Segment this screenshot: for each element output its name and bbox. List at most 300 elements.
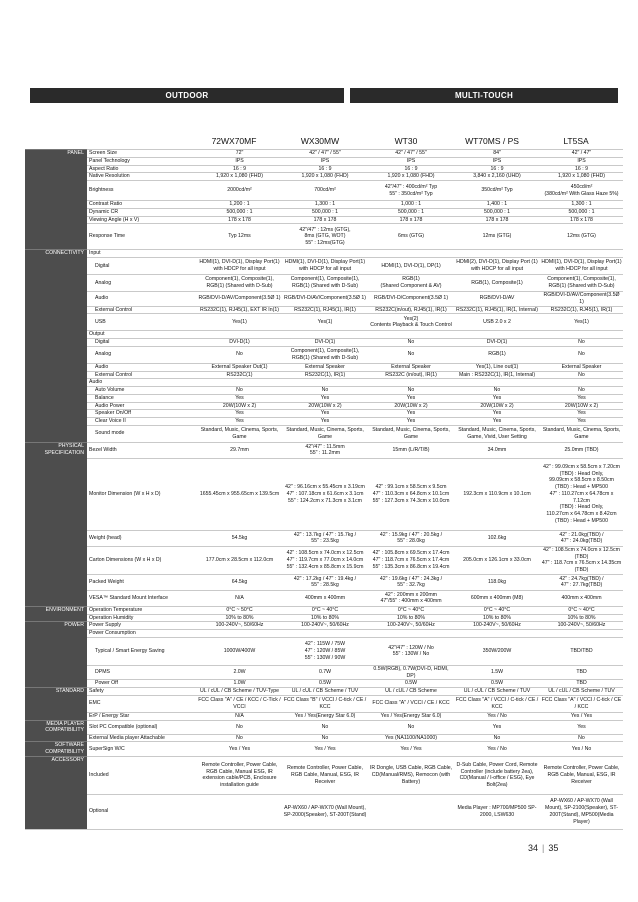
spec-value: 1,920 x 1,080 (FHD) <box>282 173 368 181</box>
spec-value: 42" / 47" / 55" <box>368 150 454 158</box>
spec-value: 0°C ~ 40°C <box>368 606 454 614</box>
spec-row <box>25 637 623 665</box>
spec-value: No <box>197 346 282 363</box>
spec-value: No <box>540 734 623 742</box>
spec-value: 42" : 99.1cm x 58.5cm x 9.5cm 47" : 110.3cm x 64.8cm x 10.1cm 55" : 127.3cm x 74.3cm x 10.0cm <box>368 458 454 530</box>
spec-row <box>25 379 623 387</box>
spec-category <box>25 630 87 638</box>
spec-value: Yes <box>282 394 368 402</box>
spec-feature: Operation Humidity <box>87 614 197 622</box>
spec-value: 10% to 80% <box>540 614 623 622</box>
spec-feature: Analog <box>87 275 197 292</box>
outdoor-section-header: OUTDOOR <box>30 88 344 103</box>
spec-value: 42" : 21.0kg(TBD) / 47" : 24.0kg(TBD) <box>540 530 623 546</box>
spec-row <box>25 216 623 224</box>
spec-feature: Safety <box>87 688 197 696</box>
spec-value: Yes <box>368 418 454 426</box>
spec-row <box>25 410 623 418</box>
spec-value: No <box>197 720 282 734</box>
spec-category <box>25 173 87 181</box>
spec-value: 42" : 96.16cm x 55.45cm x 3.19cm 47" : 107.18cm x 61.6cm x 3.1cm 55" : 124.2cm x 71.3cm x 3.1cm <box>282 458 368 530</box>
spec-row <box>25 418 623 426</box>
spec-value: Yes <box>540 394 623 402</box>
spec-value: 42" / 47" / 55" <box>282 150 368 158</box>
spec-value: 0°C ~ 50°C <box>197 606 282 614</box>
spec-value: No <box>368 346 454 363</box>
spec-value <box>454 331 540 339</box>
spec-value: No <box>540 371 623 379</box>
spec-value: No <box>282 734 368 742</box>
spec-row <box>25 720 623 734</box>
spec-value: Yes(2) Contents Playback & Touch Control <box>368 314 454 331</box>
model-name: LT5SA <box>563 136 589 146</box>
spec-row <box>25 224 623 250</box>
spec-value: Yes <box>282 418 368 426</box>
spec-category <box>25 224 87 250</box>
spec-value: 1655.45cm x 955.65cm x 139.5cm <box>197 458 282 530</box>
spec-value: 42" : 108.5cm x 74.0cm x 12.5cm 47" : 119.7cm x 77.0cm x 14.0cm 55" : 132.4cm x 85.8cm x 15.9cm <box>282 546 368 574</box>
spec-value: RGB/DVI-D/AV/Component(3.5Ø 1) <box>540 292 623 307</box>
spec-row <box>25 742 623 757</box>
spec-value: RS232C(1) <box>197 371 282 379</box>
spec-value: 10% to 80% <box>368 614 454 622</box>
spec-category <box>25 165 87 173</box>
model-name: WX30MW <box>300 136 340 146</box>
spec-value: 3,840 x 2,160 (UHD) <box>454 173 540 181</box>
spec-feature: Viewing Angle (H x V) <box>87 216 197 224</box>
spec-value: 1,300 : 1 <box>282 201 368 209</box>
spec-feature: Digital <box>87 258 197 275</box>
spec-category <box>25 292 87 307</box>
page-numbers <box>528 843 558 853</box>
spec-value: Yes(1), Line out(1) <box>454 363 540 371</box>
spec-value: Yes <box>454 418 540 426</box>
spec-value: UL / cUL / CB Scheme <box>368 688 454 696</box>
spec-row <box>25 614 623 622</box>
spec-value: 1.0W <box>197 680 282 688</box>
spec-value: 34.0mm <box>454 442 540 458</box>
spec-category <box>25 402 87 410</box>
spec-feature: Typical / Smart Energy Saving <box>87 637 197 665</box>
spec-value: 178 x 178 <box>368 216 454 224</box>
spec-feature: Packed Weight <box>87 574 197 590</box>
spec-value: 2.0W <box>197 665 282 680</box>
spec-value: 205.0cm x 126.1cm x 33.0cm <box>454 546 540 574</box>
spec-value: No <box>282 387 368 395</box>
spec-category <box>25 181 87 201</box>
spec-value: HDMI(2), DVI-D(1), Display Port (1) with HDCP for all input <box>454 258 540 275</box>
spec-value: 29.7mm <box>197 442 282 458</box>
spec-value: RGB/DVI-D/AV/Component(3.5Ø 1) <box>197 292 282 307</box>
spec-value: Yes / No <box>454 712 540 720</box>
spec-feature: Power Consumption <box>87 630 197 638</box>
spec-value: RGB/DVI-D/AV <box>454 292 540 307</box>
spec-feature: Weight (head) <box>87 530 197 546</box>
spec-row <box>25 181 623 201</box>
spec-value: 178 x 178 <box>454 216 540 224</box>
spec-category: STANDARD <box>25 688 87 696</box>
spec-feature: Response Time <box>87 224 197 250</box>
spec-category <box>25 546 87 574</box>
spec-value: Typ 12ms <box>197 224 282 250</box>
spec-row <box>25 387 623 395</box>
spec-value: 700cd/m² <box>282 181 368 201</box>
spec-value: No <box>282 720 368 734</box>
spec-value: FCC Class "A" / CE / KCC / C-Tick / VCCI <box>197 695 282 712</box>
spec-feature: Input <box>87 250 197 258</box>
page-separator: | <box>542 843 545 853</box>
spec-value: 400mm x 400mm <box>540 590 623 606</box>
spec-value: TBD <box>540 665 623 680</box>
spec-category <box>25 331 87 339</box>
spec-row <box>25 622 623 630</box>
spec-value: 100-240V~, 50/60Hz <box>454 622 540 630</box>
spec-value: USB 2.0 x 2 <box>454 314 540 331</box>
spec-row <box>25 306 623 314</box>
multitouch-section-header: MULTI-TOUCH <box>350 88 618 103</box>
spec-feature: Analog <box>87 346 197 363</box>
spec-value <box>282 630 368 638</box>
spec-category: CONNECTIVITY <box>25 250 87 258</box>
spec-feature: Power Supply <box>87 622 197 630</box>
spec-value: N/A <box>197 712 282 720</box>
spec-value <box>368 794 454 829</box>
spec-value: External Speaker <box>282 363 368 371</box>
spec-row <box>25 402 623 410</box>
spec-value: AP-WX60 / AP-WX70 (Wall Mount), SP-2100(Speaker), ST-200T(Stand), MP500(Media Player) <box>540 794 623 829</box>
spec-value: TBD/TBD <box>540 637 623 665</box>
spec-category <box>25 425 87 442</box>
spec-value: Yes (NA1100/NA1000) <box>368 734 454 742</box>
spec-value: UL / cUL / CB Scheme / TUV <box>540 688 623 696</box>
spec-feature: External Control <box>87 306 197 314</box>
spec-row <box>25 680 623 688</box>
spec-value: 1,920 x 1,080 (FHD) <box>197 173 282 181</box>
spec-value <box>454 379 540 387</box>
spec-value: 15mm (L/R/T/B) <box>368 442 454 458</box>
spec-value: 1,200 : 1 <box>197 201 282 209</box>
spec-row <box>25 292 623 307</box>
spec-category <box>25 410 87 418</box>
spec-value: No <box>454 734 540 742</box>
spec-row <box>25 208 623 216</box>
spec-value: TBD <box>540 680 623 688</box>
spec-row <box>25 574 623 590</box>
spec-value: 42"/47" : 120W / No 55" : 130W / No <box>368 637 454 665</box>
spec-value: 1000W/400W <box>197 637 282 665</box>
spec-value: FCC Class "A" / VCCI / C-tick / CE / KCC <box>540 695 623 712</box>
spec-value: External Speaker <box>368 363 454 371</box>
spec-value: 1,000 : 1 <box>368 201 454 209</box>
spec-value: 42" : 24.7kg(TBD) / 47" : 27.7kg(TBD) <box>540 574 623 590</box>
spec-category <box>25 458 87 530</box>
spec-value: 20W(10W x 2) <box>368 402 454 410</box>
spec-category <box>25 157 87 165</box>
spec-feature: Digital <box>87 339 197 347</box>
spec-value: Component(1), Composite(1), RGB(1) (Shared with D-Sub) <box>540 275 623 292</box>
spec-category: SOFTWARE COMPATIBILITY <box>25 742 87 757</box>
spec-category <box>25 794 87 829</box>
spec-feature: Dynamic CR <box>87 208 197 216</box>
spec-value: RS232C (in/out), IR(1) <box>368 371 454 379</box>
spec-row <box>25 695 623 712</box>
spec-value: IPS <box>282 157 368 165</box>
spec-value: 100-240V~, 50/60Hz <box>282 622 368 630</box>
spec-feature: USB <box>87 314 197 331</box>
spec-value: 600mm x 400mm (M8) <box>454 590 540 606</box>
spec-category <box>25 574 87 590</box>
spec-value: External Speaker <box>540 363 623 371</box>
spec-value: 42" : 15.9kg / 47" : 20.5kg / 55" : 28.0kg <box>368 530 454 546</box>
spec-value: 16 : 9 <box>197 165 282 173</box>
spec-category: MEDIA PLAYER COMPATIBILITY <box>25 720 87 734</box>
spec-feature: Clear Voice II <box>87 418 197 426</box>
spec-row <box>25 688 623 696</box>
spec-value: 64.5kg <box>197 574 282 590</box>
spec-value: No <box>197 387 282 395</box>
spec-value <box>540 630 623 638</box>
spec-value <box>368 250 454 258</box>
spec-value: 72" <box>197 150 282 158</box>
spec-value: No <box>540 346 623 363</box>
spec-value: UL / cUL / CB Scheme / TUV-Type <box>197 688 282 696</box>
spec-value: Yes <box>540 720 623 734</box>
spec-row <box>25 606 623 614</box>
spec-value <box>282 379 368 387</box>
spec-category <box>25 734 87 742</box>
spec-value: RGB(1) (Shared Component & AV) <box>368 275 454 292</box>
spec-value: 0.5W <box>454 680 540 688</box>
spec-value: Yes <box>454 720 540 734</box>
spec-feature: Auto Volume <box>87 387 197 395</box>
spec-row <box>25 590 623 606</box>
spec-row <box>25 425 623 442</box>
spec-value: 192.3cm x 110.9cm x 10.1cm <box>454 458 540 530</box>
spec-feature: Sound mode <box>87 425 197 442</box>
spec-value: 12ms (GTG) <box>454 224 540 250</box>
spec-value: 42" : 19.6kg / 47" : 24.3kg / 55" : 32.7kg <box>368 574 454 590</box>
spec-value: Yes <box>540 410 623 418</box>
spec-value: 350cd/m² Typ <box>454 181 540 201</box>
spec-value: Component(1), Composite(1), RGB(1) (Shared with D-Sub) <box>282 275 368 292</box>
spec-value <box>282 331 368 339</box>
spec-value: Yes / Yes(Energy Star 6.0) <box>368 712 454 720</box>
spec-value: 0°C ~ 40°C <box>454 606 540 614</box>
spec-row <box>25 173 623 181</box>
spec-value: 0.5W(RGB), 0.7W(DVI-D, HDMI, DP) <box>368 665 454 680</box>
spec-value: RGB(1), Composite(1) <box>454 275 540 292</box>
spec-value <box>454 630 540 638</box>
spec-row <box>25 275 623 292</box>
spec-category <box>25 387 87 395</box>
spec-value: 84" <box>454 150 540 158</box>
spec-value: 42" : 99.09cm x 58.5cm x 7.20cm (TBD) : Head Only, 99.09cm x 58.5cm x 8.50cm (TBD) : Head + MP500 47" : 110.27cm x 64.78cm x 7.12cm (TBD) : Head Only, 110.27cm x 64.78cm x 8.42cm (TBD) : Head + MP500 <box>540 458 623 530</box>
spec-row <box>25 371 623 379</box>
page-number-left: 34 <box>528 843 539 853</box>
spec-value: FCC Class "A" / VCCI / CE / KCC <box>368 695 454 712</box>
spec-value <box>197 250 282 258</box>
spec-feature: Screen Size <box>87 150 197 158</box>
spec-feature: Power Off <box>87 680 197 688</box>
spec-row <box>25 530 623 546</box>
spec-feature: Panel Technology <box>87 157 197 165</box>
spec-row <box>25 201 623 209</box>
spec-value: Yes <box>540 418 623 426</box>
spec-value: No <box>368 720 454 734</box>
spec-value: Yes <box>368 410 454 418</box>
spec-value: IPS <box>540 157 623 165</box>
model-header-row <box>0 135 638 147</box>
spec-feature: Speaker On/Off <box>87 410 197 418</box>
spec-row <box>25 756 623 794</box>
spec-value: 178 x 178 <box>282 216 368 224</box>
spec-row <box>25 363 623 371</box>
spec-row <box>25 250 623 258</box>
model-name: 72WX70MF <box>211 136 257 146</box>
spec-value: 450cd/m² (380cd/m² With Glass Haze 5%) <box>540 181 623 201</box>
spec-feature: Included <box>87 756 197 794</box>
spec-value: 42" : 200mm x 200mm 47"/55" : 400mm x 400mm <box>368 590 454 606</box>
spec-value: DVI-D(1) <box>282 339 368 347</box>
page-number-right: 35 <box>548 843 559 853</box>
spec-feature: Audio <box>87 363 197 371</box>
spec-value: HDMI(1), DVI-D(1), Display Port(1) with HDCP for all input <box>540 258 623 275</box>
spec-row <box>25 157 623 165</box>
spec-value: 500,000 : 1 <box>540 208 623 216</box>
spec-value: 102.6kg <box>454 530 540 546</box>
spec-value: 42"/47" : 11.5mm 55" : 11.2mm <box>282 442 368 458</box>
spec-value: Yes / Yes <box>368 742 454 757</box>
spec-value: 178 x 178 <box>540 216 623 224</box>
spec-value: Yes <box>197 418 282 426</box>
spec-value: Yes / Yes <box>197 742 282 757</box>
spec-value: Yes / Yes <box>282 742 368 757</box>
spec-category <box>25 680 87 688</box>
spec-value: 1,300 : 1 <box>540 201 623 209</box>
spec-row <box>25 394 623 402</box>
spec-category <box>25 379 87 387</box>
spec-value: RS232C(1), RJ45(1), IR(1, Internal) <box>454 306 540 314</box>
spec-row <box>25 734 623 742</box>
spec-category <box>25 216 87 224</box>
spec-feature: Operation Temperature <box>87 606 197 614</box>
spec-feature: VESA™ Standard Mount Interface <box>87 590 197 606</box>
spec-value: 500,000 : 1 <box>197 208 282 216</box>
spec-value: 500,000 : 1 <box>282 208 368 216</box>
spec-value: 10% to 80% <box>197 614 282 622</box>
spec-category <box>25 208 87 216</box>
spec-category: PHYSICAL SPECIFICATION <box>25 442 87 458</box>
spec-value: FCC Class "B" / VCCI / C-tick / CE / KCC <box>282 695 368 712</box>
spec-value: 12ms (GTG) <box>540 224 623 250</box>
spec-value: 16 : 9 <box>282 165 368 173</box>
spec-category <box>25 418 87 426</box>
spec-value: 1,920 x 1,080 (FHD) <box>540 173 623 181</box>
spec-row <box>25 346 623 363</box>
spec-value: DVI-D(1) <box>197 339 282 347</box>
spec-category <box>25 637 87 665</box>
spec-feature: DPMS <box>87 665 197 680</box>
spec-feature: SuperSign W/C <box>87 742 197 757</box>
spec-value: Media Player : MP700/MP500 SP-2000, LSW630 <box>454 794 540 829</box>
spec-value: Yes / Yes(Energy Star 6.0) <box>282 712 368 720</box>
spec-value: 54.5kg <box>197 530 282 546</box>
spec-value: Yes / Yes <box>540 712 623 720</box>
spec-value <box>197 331 282 339</box>
spec-value: 16 : 9 <box>368 165 454 173</box>
spec-value: UL / cUL / CB Scheme / TUV <box>454 688 540 696</box>
spec-row <box>25 339 623 347</box>
spec-value: 16 : 9 <box>540 165 623 173</box>
spec-value: 20W(10W x 2) <box>282 402 368 410</box>
spec-value: 42" : 115W / 75W 47" : 120W / 85W 55" : 130W / 90W <box>282 637 368 665</box>
spec-feature: Audio <box>87 292 197 307</box>
spec-value: IR Dongle, USB Cable, RGB Cable, CD(Manual/RMS), Remocon (with Battery) <box>368 756 454 794</box>
spec-category <box>25 306 87 314</box>
spec-row <box>25 458 623 530</box>
spec-value: 118.0kg <box>454 574 540 590</box>
spec-value: Remote Controller, Power Cable, RGB Cable, Manual ESG, IR extension cable/PCB, Enclosure installation guide <box>197 756 282 794</box>
spec-feature: Monitor Dimension (W x H x D) <box>87 458 197 530</box>
spec-value: No <box>454 387 540 395</box>
spec-value <box>540 379 623 387</box>
model-name: WT30 <box>394 136 418 146</box>
spec-value: Standard, Music, Cinema, Sports, Game, Vivid, User Setting <box>454 425 540 442</box>
spec-value: 10% to 80% <box>454 614 540 622</box>
spec-feature: Bezel Width <box>87 442 197 458</box>
spec-value: RS232C(1), RJ45(1), IR(1) <box>540 306 623 314</box>
spec-row <box>25 794 623 829</box>
spec-feature: Contrast Ratio <box>87 201 197 209</box>
spec-category <box>25 363 87 371</box>
spec-value: 100-240V~, 50/60Hz <box>368 622 454 630</box>
spec-value: 0°C ~ 40°C <box>282 606 368 614</box>
spec-value: RGB/DVI-D/Component(3.5Ø 1) <box>368 292 454 307</box>
spec-value <box>540 250 623 258</box>
spec-feature: Slot PC Compatible (optional) <box>87 720 197 734</box>
spec-value <box>540 331 623 339</box>
spec-value: RS232C(in/out), RJ45(1), IR(1) <box>368 306 454 314</box>
spec-category <box>25 371 87 379</box>
spec-value: 0°C ~ 40°C <box>540 606 623 614</box>
spec-feature: Audio <box>87 379 197 387</box>
spec-feature: Brightness <box>87 181 197 201</box>
spec-feature: Aspect Ratio <box>87 165 197 173</box>
spec-category: ENVIRONMENT <box>25 606 87 614</box>
spec-category <box>25 275 87 292</box>
spec-value: Yes <box>454 410 540 418</box>
spec-value <box>197 630 282 638</box>
spec-value: Yes <box>197 410 282 418</box>
spec-value: Yes <box>454 394 540 402</box>
spec-row <box>25 665 623 680</box>
spec-feature: Carton Dimensions (W x H x D) <box>87 546 197 574</box>
spec-value: 42"/47" : 400cd/m² Typ 55" : 350cd/m² Typ <box>368 181 454 201</box>
spec-value: Remote Controller, Power Cable, RGB Cable, Manual, ESG, IR Receiver <box>540 756 623 794</box>
spec-value: No <box>540 339 623 347</box>
spec-value: RS232C(1), IR(1) <box>282 371 368 379</box>
spec-category <box>25 665 87 680</box>
spec-feature: External Control <box>87 371 197 379</box>
spec-value: 42"/47" : 12ms (GTG), 8ms (GTG, WOT) 55" : 12ms(GTG) <box>282 224 368 250</box>
spec-value: 42" : 17.2kg / 47" : 19.4kg / 55" : 28.5kg <box>282 574 368 590</box>
spec-row <box>25 165 623 173</box>
spec-value: 25.0mm (TBD) <box>540 442 623 458</box>
spec-category <box>25 712 87 720</box>
spec-value: Yes(1) <box>197 314 282 331</box>
spec-value: 1.5W <box>454 665 540 680</box>
spec-value <box>197 379 282 387</box>
